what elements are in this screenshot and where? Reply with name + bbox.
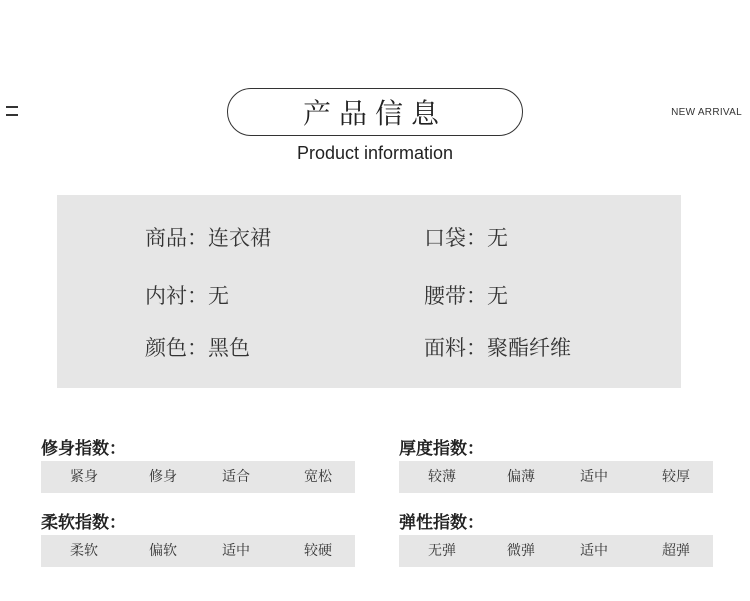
menu-icon bbox=[6, 104, 18, 118]
info-fabric: 面料：聚酯纤维 bbox=[424, 336, 571, 360]
thickness-option: 较薄 bbox=[428, 469, 456, 485]
thickness-option: 偏薄 bbox=[507, 469, 535, 485]
thickness-scale-bar bbox=[399, 461, 713, 493]
elasticity-scale-title: 弹性指数： bbox=[399, 513, 484, 533]
info-pocket: 口袋：无 bbox=[424, 226, 508, 250]
info-belt: 腰带：无 bbox=[424, 284, 508, 308]
fit-option: 紧身 bbox=[70, 469, 98, 485]
info-lining: 内衬：无 bbox=[145, 284, 229, 308]
info-product: 商品：连衣裙 bbox=[145, 226, 271, 250]
fit-option: 宽松 bbox=[304, 469, 332, 485]
softness-option: 柔软 bbox=[70, 543, 98, 559]
thickness-option: 适中 bbox=[580, 469, 608, 485]
softness-scale-title: 柔软指数： bbox=[41, 513, 126, 533]
info-color: 颜色：黑色 bbox=[145, 336, 250, 360]
softness-scale-bar bbox=[41, 535, 355, 567]
fit-scale-title: 修身指数： bbox=[41, 439, 126, 459]
page-title: 产品信息 bbox=[227, 88, 523, 136]
elasticity-option: 微弹 bbox=[507, 543, 535, 559]
fit-option: 修身 bbox=[149, 469, 177, 485]
softness-option: 偏软 bbox=[149, 543, 177, 559]
thickness-option: 较厚 bbox=[662, 469, 690, 485]
softness-option: 较硬 bbox=[304, 543, 332, 559]
page-subtitle: Product information bbox=[296, 143, 454, 163]
elasticity-scale-bar bbox=[399, 535, 713, 567]
softness-option: 适中 bbox=[222, 543, 250, 559]
fit-scale-bar bbox=[41, 461, 355, 493]
product-info-panel bbox=[57, 195, 681, 388]
elasticity-option: 超弹 bbox=[662, 543, 690, 559]
fit-option: 适合 bbox=[222, 469, 250, 485]
thickness-scale-title: 厚度指数： bbox=[399, 439, 484, 459]
elasticity-option: 无弹 bbox=[428, 543, 456, 559]
elasticity-option: 适中 bbox=[580, 543, 608, 559]
new-arrival-label: NEW ARRIVAL bbox=[671, 107, 742, 118]
